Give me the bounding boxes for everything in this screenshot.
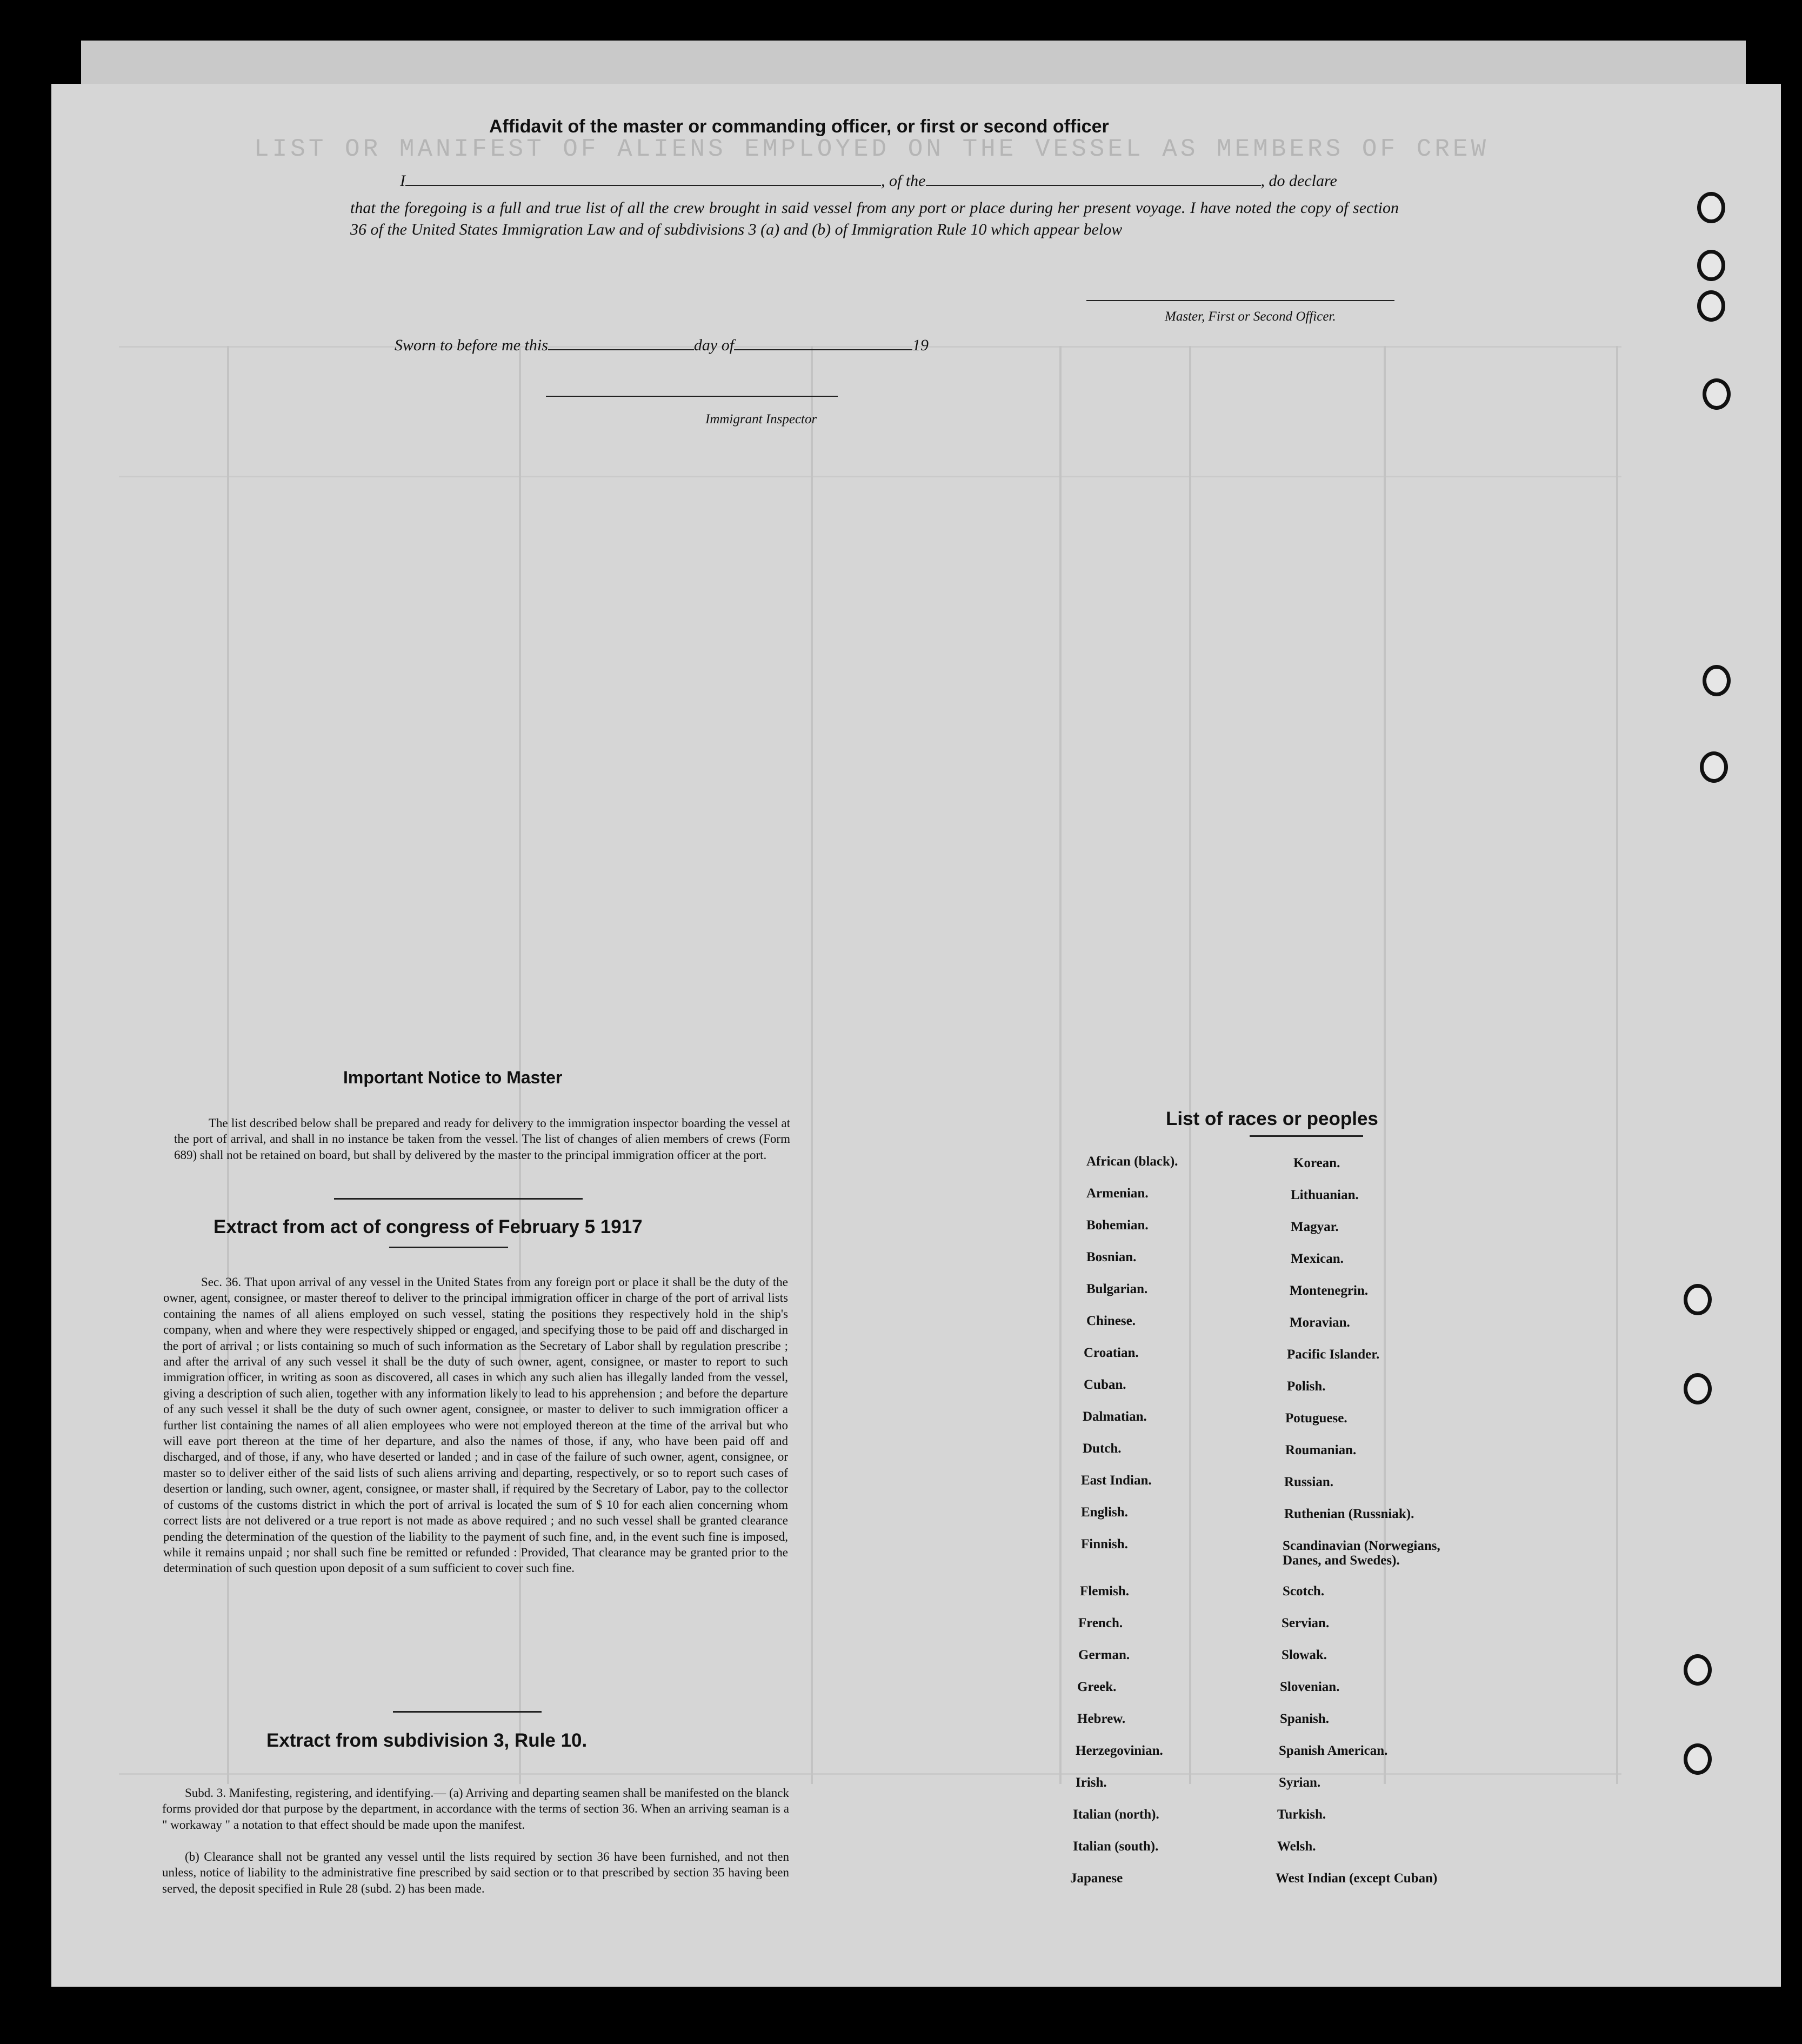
binder-hole-icon [1684,1284,1712,1315]
notice-title: Important Notice to Master [343,1068,563,1087]
binder-hole-icon [1700,751,1728,783]
inspector-label: Immigrant Inspector [705,412,817,427]
race-item: Hebrew. [1077,1712,1126,1726]
binder-hole-icon [1697,192,1725,223]
divider [393,1711,542,1713]
race-item: Roumanian. [1285,1443,1357,1457]
race-item: Potuguese. [1285,1411,1347,1426]
extract-act-body: Sec. 36. That upon arrival of any vessel in the United States from any foreign port or place it shall be the duty of the owner, agent, consignee, or master thereof to deliver to the principal immigration officer in charge of the port of arrival lists containing the names of all aliens employed on such vessel, stating the positions they respectively hold in the ship's company, when and where they were respectively shipped or engaged, and specifying those to be paid off and discharged in the port of arrival ; or lists containing so much of such information as the Secretary of Labor shall by regulation prescribe ; and after the arrival of any such vessel it shall be the duty of such owner, agent, consignee, or master to report to such immigration officer, in writing as soon as discovered, all cases in which any such alien has illegally landed from the vessel, giving a description of such alien, together with any information likely to lead to his apprehension ; and before the departure of any such vessel it shall be the duty of such owner agent, consignee, or master to deliver to such immigration officer a further list containing the names of all alien employees who were not employed thereon at the time of the arrival but who will eave port thereon at the time of her departure, and also the names of those, if any, who have been paid off and discharged, and of those, if any, who have deserted or landed ; and in case of the failure of such owner, agent, consignee, or master so to deliver either of the said lists of such aliens arriving and departing, respectively, or so to report such cases of desertion or landing, such owner, agent, consignee, or master shall, if required by the Secretary of Labor, pay to the collector of customs of the customs district in which the port of arrival is located the sum of $ 10 for each alien concerning whom correct lists are not delivered or a true report is not made as above required ; and no such vessel shall be granted clearance pending the determination of the question of the liability to the payment of such fine, and, in the event such fine is imposed, while it remains unpaid ; nor shall such fine be remitted or refunded : Provided, That clearance may be granted prior to the determination of such question upon deposit of a sum sufficient to cover such fine. [163,1275,788,1575]
affidavit-of-label: , of the [881,172,926,190]
affidavit-line1 [400,172,1337,190]
race-item: Magyar. [1291,1220,1339,1234]
race-item: Ruthenian (Russniak). [1284,1507,1414,1521]
extract-rule-para-a: Subd. 3. Manifesting, registering, and identifying.— (a) Arriving and departing seamen shall be manifested on the blanck forms provided dor that purpose by the department, in accordance with the terms of section 36. When an arriving seaman is a " workaway " a notation to that effect should be made upon the manifest. [162,1786,789,1832]
notice-body: The list described below shall be prepared and ready for delivery to the immigration inspector boarding the vessel at the port of arrival, and shall in no instance be taken from the vessel. The list of changes of alien members of crews (Form 689) shall not be retained on board, but shall by delivered by the master to the principal immigration officer at the port. [174,1116,790,1162]
race-item: Italian (north). [1073,1807,1159,1822]
race-item: West Indian (except Cuban) [1276,1871,1438,1886]
name-blank [405,182,881,186]
race-item: Slowak. [1282,1648,1327,1662]
affidavit-title: Affidavit of the master or commanding officer, or first or second officer [489,116,1109,137]
bleed-grid-line [119,1773,1621,1775]
race-item: Finnish. [1081,1537,1128,1552]
sworn-line [395,336,929,355]
race-item: Scandinavian (Norwegians, Danes, and Swedes). [1283,1539,1440,1568]
races-title: List of races or peoples [1166,1108,1378,1129]
day-blank [548,346,694,350]
race-item: Russian. [1284,1475,1334,1489]
day-of-label: day of [693,336,735,354]
race-item: Korean. [1293,1156,1340,1170]
divider [389,1247,508,1248]
month-blank [734,346,912,350]
race-item: Dalmatian. [1083,1409,1147,1424]
race-item: Spanish American. [1279,1743,1388,1758]
race-item: Servian. [1282,1616,1330,1630]
affidavit-body: that the foregoing is a full and true list of all the crew brought in said vessel from any port or place during her present voyage. I have noted the copy of section 36 of the United States Immigration Law and of subdivisions 3 (a) and (b) of Immigration Rule 10 which appear below [350,199,1399,238]
race-item: Turkish. [1277,1807,1326,1822]
bleed-grid-line [1189,346,1191,1784]
race-item: Chinese. [1086,1314,1136,1328]
race-item: Flemish. [1080,1584,1129,1599]
bleed-grid-line [811,346,813,1784]
divider [334,1198,583,1200]
race-item: Lithuanian. [1291,1188,1359,1202]
race-item: African (black). [1086,1154,1178,1169]
binder-hole-icon [1684,1743,1712,1775]
bleed-grid-line [1059,346,1062,1784]
race-item: German. [1078,1648,1130,1662]
race-item: Welsh. [1277,1839,1316,1854]
race-item: Greek. [1077,1680,1117,1694]
races-title-underline [1250,1135,1363,1137]
race-item: Spanish. [1280,1712,1330,1726]
race-item: Irish. [1076,1775,1107,1790]
race-item: Cuban. [1084,1377,1126,1392]
race-item: Pacific Islander. [1287,1347,1380,1362]
year-label: 19 [912,336,929,354]
race-item: Mexican. [1291,1251,1344,1266]
race-item: Bosnian. [1086,1250,1137,1264]
bleed-grid-line [1616,346,1618,1784]
document-page [51,84,1781,1987]
inspector-signature-line [546,396,838,397]
race-item: East Indian. [1081,1473,1152,1488]
affidavit-declare-label: , do declare [1260,172,1337,190]
race-item: Montenegrin. [1290,1283,1369,1298]
race-item: English. [1081,1505,1128,1520]
sworn-label: Sworn to before me this [395,336,548,354]
race-item: Moravian. [1290,1315,1350,1330]
extract-rule-title: Extract from subdivision 3, Rule 10. [266,1730,588,1751]
race-item: Japanese [1070,1871,1123,1886]
bleed-grid-line [119,476,1621,477]
race-item: Slovenian. [1280,1680,1340,1694]
race-item: Syrian. [1279,1775,1321,1790]
extract-act-title: Extract from act of congress of February 5 1917 [213,1216,643,1237]
race-item: Herzegovinian. [1076,1743,1163,1758]
binder-hole-icon [1697,290,1725,322]
binder-hole-icon [1697,250,1725,281]
vessel-blank [926,182,1261,186]
signature-line [1086,300,1394,301]
bleed-grid-line [1384,346,1386,1784]
race-item: Bulgarian. [1086,1282,1148,1296]
race-item: Polish. [1287,1379,1326,1394]
race-item: Armenian. [1086,1186,1149,1201]
race-item: French. [1078,1616,1123,1630]
bleed-through-header: LIST OR MANIFEST OF ALIENS EMPLOYED ON THE VESSEL AS MEMBERS OF CREW [254,135,1490,163]
race-item: Croatian. [1084,1346,1139,1360]
race-item: Dutch. [1083,1441,1122,1456]
binder-hole-icon [1703,378,1731,410]
binder-hole-icon [1703,665,1731,696]
affidavit-i-label: I [400,172,405,190]
signature-label: Master, First or Second Officer. [1165,309,1336,324]
race-item: Italian (south). [1073,1839,1159,1854]
race-item: Bohemian. [1086,1218,1149,1233]
extract-rule-para-b: (b) Clearance shall not be granted any vessel until the lists required by section 36 have been furnished, and not then unless, notice of liability to the administrative fine prescribed by said section or to that prescribed by section 35 having been served, the deposit specified in Rule 28 (subd. 2) has been made. [162,1850,789,1895]
race-item: Scotch. [1283,1584,1325,1599]
binder-hole-icon [1684,1654,1712,1686]
binder-hole-icon [1684,1373,1712,1404]
